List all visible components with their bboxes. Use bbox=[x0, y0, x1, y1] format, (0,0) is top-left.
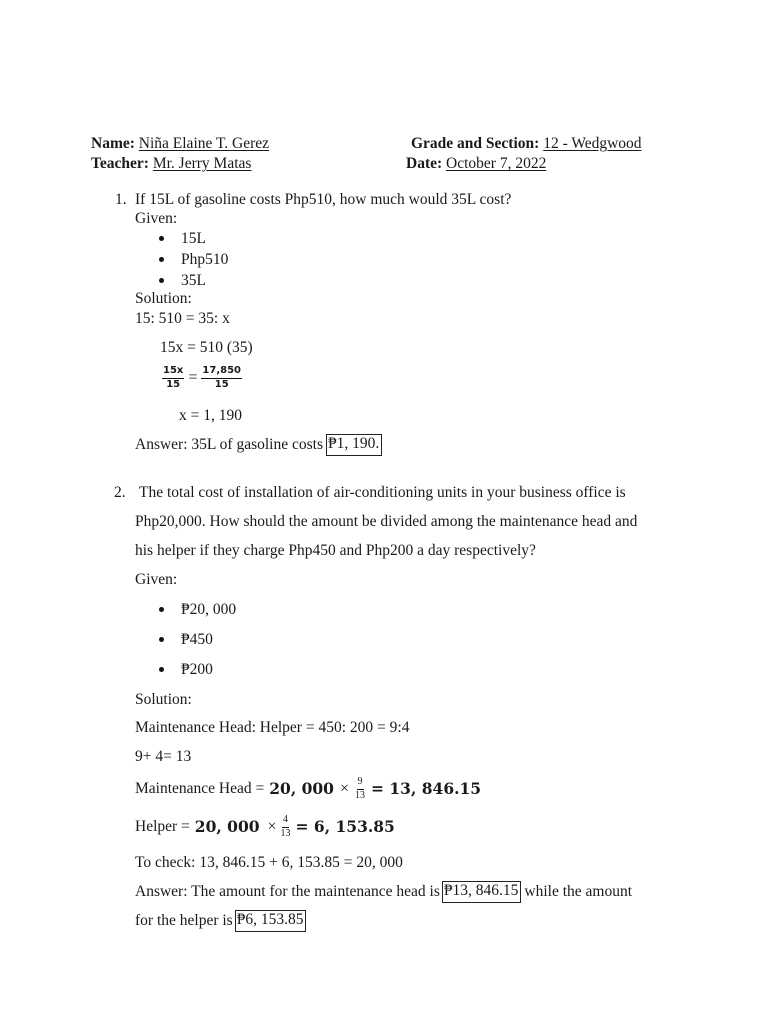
q2-given-item: ₱450 bbox=[181, 631, 213, 648]
q1-question: If 15L of gasoline costs Php510, how much would 35L cost? bbox=[135, 191, 512, 208]
q2-solution-label: Solution: bbox=[135, 691, 192, 708]
date-label: Date: bbox=[406, 155, 443, 172]
q2-answer-helper-box: ₱6, 153.85 bbox=[235, 910, 307, 932]
bullet-icon bbox=[159, 236, 164, 241]
name-value: Niña Elaine T. Gerez bbox=[138, 135, 270, 152]
q1-fraction-right bbox=[201, 366, 242, 390]
q2-check: To check: 13, 846.15 + 6, 153.85 = 20, 000 bbox=[135, 854, 403, 871]
q2-answer-line2 bbox=[135, 910, 306, 932]
q2-answer-helper-text: for the helper is bbox=[135, 912, 233, 929]
fraction-denominator: 15 bbox=[166, 378, 181, 390]
grade-label: Grade and Section: bbox=[411, 135, 540, 152]
q2-helper-fraction bbox=[281, 815, 291, 839]
q2-question-line: The total cost of installation of air-conditioning units in your business office is bbox=[139, 484, 626, 501]
q1-number: 1. bbox=[115, 191, 127, 208]
fraction-numerator: 15x bbox=[162, 366, 184, 379]
q1-given-label: Given: bbox=[135, 210, 178, 227]
q1-answer bbox=[135, 434, 382, 456]
q1-answer-text: Answer: 35L of gasoline costs bbox=[135, 436, 323, 453]
q2-sum: 9+ 4= 13 bbox=[135, 748, 192, 765]
equals-sign: = bbox=[188, 369, 198, 386]
q1-given-item: 15L bbox=[181, 230, 206, 247]
q2-maintenance-equation bbox=[135, 777, 481, 801]
name-row bbox=[91, 136, 269, 152]
q1-given-item: 35L bbox=[181, 272, 206, 289]
times-sign: × bbox=[339, 780, 349, 797]
q2-ratio: Maintenance Head: Helper = 450: 200 = 9:4 bbox=[135, 719, 410, 736]
q2-given-label: Given: bbox=[135, 571, 178, 588]
q1-fraction-left bbox=[162, 366, 184, 390]
q2-helper-result: = 6, 153.85 bbox=[295, 817, 395, 837]
date-row bbox=[406, 156, 546, 172]
name-label: Name: bbox=[91, 135, 135, 152]
fraction-denominator: 13 bbox=[355, 789, 365, 801]
date-value: October 7, 2022 bbox=[446, 155, 547, 172]
q1-solution-label: Solution: bbox=[135, 290, 192, 307]
q1-step2: 15x = 510 (35) bbox=[160, 339, 253, 356]
grade-value: 12 - Wedgwood bbox=[543, 135, 642, 152]
times-sign: × bbox=[267, 818, 277, 835]
q2-question-line: his helper if they charge Php450 and Php200 a day respectively? bbox=[135, 542, 536, 559]
fraction-numerator: 4 bbox=[282, 815, 289, 828]
q2-given-item: ₱200 bbox=[181, 661, 213, 678]
q2-helper-label: Helper = bbox=[135, 818, 190, 836]
bullet-icon bbox=[159, 607, 164, 612]
q2-mh-total: 20, 000 bbox=[269, 779, 334, 799]
q2-mh-label: Maintenance Head = bbox=[135, 780, 265, 798]
q1-step4: x = 1, 190 bbox=[179, 407, 242, 424]
q2-helper-total: 20, 000 bbox=[194, 817, 260, 837]
fraction-numerator: 17,850 bbox=[201, 366, 242, 379]
fraction-denominator: 15 bbox=[214, 378, 229, 390]
fraction-denominator: 13 bbox=[280, 827, 291, 839]
bullet-icon bbox=[159, 637, 164, 642]
teacher-row bbox=[91, 156, 251, 172]
bullet-icon bbox=[159, 278, 164, 283]
bullet-icon bbox=[159, 667, 164, 672]
q2-answer-mh-box: ₱13, 846.15 bbox=[442, 881, 522, 903]
q2-mh-fraction bbox=[355, 777, 365, 801]
q2-mh-result: = 13, 846.15 bbox=[371, 779, 482, 799]
q2-answer-text: Answer: The amount for the maintenance head is bbox=[135, 883, 440, 900]
teacher-label: Teacher: bbox=[91, 155, 149, 172]
q2-number: 2. bbox=[114, 484, 126, 501]
grade-row bbox=[411, 136, 642, 152]
q2-helper-equation bbox=[135, 815, 395, 839]
q2-answer-mid: while the amount bbox=[524, 883, 633, 900]
q1-given-item: Php510 bbox=[181, 251, 229, 268]
bullet-icon bbox=[159, 257, 164, 262]
q1-step1: 15: 510 = 35: x bbox=[135, 310, 230, 327]
teacher-value: Mr. Jerry Matas bbox=[152, 155, 252, 172]
q2-question-line: Php20,000. How should the amount be divided among the maintenance head and bbox=[135, 513, 638, 530]
q1-fraction-equation bbox=[160, 366, 244, 390]
q1-answer-box: ₱1, 190. bbox=[326, 434, 382, 456]
q2-answer-line1 bbox=[135, 881, 632, 903]
q2-given-item: ₱20, 000 bbox=[181, 601, 237, 618]
fraction-numerator: 9 bbox=[357, 777, 364, 790]
